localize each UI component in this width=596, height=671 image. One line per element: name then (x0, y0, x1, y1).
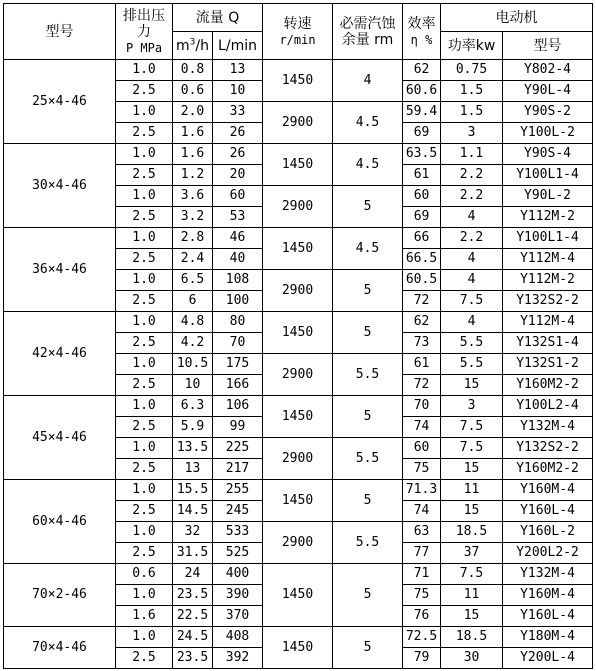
pressure-cell: 1.0 (116, 270, 173, 291)
npsh-cell: 4.5 (333, 102, 403, 144)
efficiency-cell: 60 (403, 438, 441, 459)
pressure-cell: 2.5 (116, 291, 173, 312)
efficiency-cell: 63 (403, 522, 441, 543)
efficiency-cell: 62 (403, 60, 441, 81)
flow-m3h-cell: 2.4 (173, 249, 213, 270)
speed-cell: 1450 (263, 312, 333, 354)
npsh-cell: 4.5 (333, 144, 403, 186)
efficiency-cell: 59.4 (403, 102, 441, 123)
flow-lmin-cell: 392 (213, 648, 263, 669)
flow-m3h-cell: 3.2 (173, 207, 213, 228)
speed-cell: 1450 (263, 564, 333, 627)
flow-m3h-cell: 0.6 (173, 81, 213, 102)
motor-power-cell: 1.1 (441, 144, 503, 165)
motor-model-cell: Y132S1-2 (503, 354, 593, 375)
speed-cell: 2900 (263, 438, 333, 480)
pressure-cell: 2.5 (116, 501, 173, 522)
flow-m3h-cell: 6.5 (173, 270, 213, 291)
flow-lmin-cell: 370 (213, 606, 263, 627)
flow-m3h-cell: 1.6 (173, 123, 213, 144)
motor-model-cell: Y100L2-4 (503, 396, 593, 417)
pump-spec-table (3, 3, 593, 669)
flow-m3h-cell: 13.5 (173, 438, 213, 459)
motor-model-cell: Y160M-4 (503, 585, 593, 606)
pressure-cell: 1.6 (116, 606, 173, 627)
motor-power-cell: 18.5 (441, 627, 503, 648)
flow-lmin-cell: 53 (213, 207, 263, 228)
header-outlet-pressure-line1: 排出压 (123, 7, 165, 24)
motor-model-cell: Y90L-4 (503, 81, 593, 102)
motor-model-cell: Y112M-4 (503, 312, 593, 333)
pressure-cell: 2.5 (116, 648, 173, 669)
table-row (4, 312, 593, 333)
pressure-cell: 2.5 (116, 543, 173, 564)
efficiency-cell: 60.6 (403, 81, 441, 102)
pressure-cell: 0.6 (116, 564, 173, 585)
efficiency-cell: 60.5 (403, 270, 441, 291)
pressure-cell: 2.5 (116, 123, 173, 144)
flow-m3h-cell: 14.5 (173, 501, 213, 522)
motor-power-cell: 5.5 (441, 354, 503, 375)
model-cell: 42×4-46 (4, 312, 116, 396)
flow-m3h-cell: 10.5 (173, 354, 213, 375)
flow-lmin-cell: 390 (213, 585, 263, 606)
flow-m3h-cell: 23.5 (173, 648, 213, 669)
table-row (4, 480, 593, 501)
efficiency-cell: 60 (403, 186, 441, 207)
motor-power-cell: 15 (441, 606, 503, 627)
flow-lmin-cell: 175 (213, 354, 263, 375)
flow-m3h-cell: 24.5 (173, 627, 213, 648)
pressure-cell: 1.0 (116, 522, 173, 543)
speed-cell: 2900 (263, 186, 333, 228)
motor-model-cell: Y160M2-2 (503, 459, 593, 480)
motor-power-cell: 7.5 (441, 438, 503, 459)
motor-model-cell: Y160L-4 (503, 501, 593, 522)
motor-model-cell: Y200L-4 (503, 648, 593, 669)
motor-power-cell: 18.5 (441, 522, 503, 543)
table-row (4, 396, 593, 417)
pressure-cell: 1.0 (116, 228, 173, 249)
motor-power-cell: 0.75 (441, 60, 503, 81)
table-row (4, 144, 593, 165)
flow-lmin-cell: 60 (213, 186, 263, 207)
model-cell: 30×4-46 (4, 144, 116, 228)
npsh-cell: 5 (333, 312, 403, 354)
speed-cell: 2900 (263, 270, 333, 312)
header-npsh-line1: 必需汽蚀 (339, 15, 396, 32)
table-header (4, 4, 593, 60)
motor-power-cell: 4 (441, 312, 503, 333)
header-flow-lmin: L/min (213, 32, 263, 60)
header-efficiency-label: 效率 (407, 15, 436, 32)
flow-lmin-cell: 99 (213, 417, 263, 438)
header-outlet-pressure (116, 4, 173, 60)
flow-m3h-cell: 15.5 (173, 480, 213, 501)
efficiency-cell: 72.5 (403, 627, 441, 648)
flow-lmin-cell: 100 (213, 291, 263, 312)
efficiency-cell: 77 (403, 543, 441, 564)
flow-lmin-cell: 166 (213, 375, 263, 396)
efficiency-cell: 61 (403, 354, 441, 375)
efficiency-cell: 75 (403, 459, 441, 480)
motor-model-cell: Y100L-2 (503, 123, 593, 144)
motor-model-cell: Y132S1-4 (503, 333, 593, 354)
speed-cell: 2900 (263, 354, 333, 396)
efficiency-cell: 63.5 (403, 144, 441, 165)
efficiency-cell: 61 (403, 165, 441, 186)
flow-m3h-cell: 10 (173, 375, 213, 396)
speed-cell: 1450 (263, 627, 333, 669)
pressure-cell: 2.5 (116, 165, 173, 186)
npsh-cell: 5.5 (333, 522, 403, 564)
efficiency-cell: 74 (403, 417, 441, 438)
flow-lmin-cell: 40 (213, 249, 263, 270)
flow-m3h-cell: 24 (173, 564, 213, 585)
flow-m3h-cell: 3.6 (173, 186, 213, 207)
pressure-cell: 1.0 (116, 627, 173, 648)
npsh-cell: 5 (333, 186, 403, 228)
speed-cell: 2900 (263, 102, 333, 144)
flow-lmin-cell: 26 (213, 144, 263, 165)
efficiency-cell: 66 (403, 228, 441, 249)
pressure-cell: 1.0 (116, 480, 173, 501)
flow-lmin-cell: 245 (213, 501, 263, 522)
npsh-cell: 5.5 (333, 354, 403, 396)
motor-model-cell: Y160L-4 (503, 606, 593, 627)
flow-m3h-cell: 22.5 (173, 606, 213, 627)
motor-model-cell: Y160M2-2 (503, 375, 593, 396)
motor-power-cell: 15 (441, 501, 503, 522)
header-motor-model: 型号 (503, 32, 593, 60)
motor-model-cell: Y112M-2 (503, 207, 593, 228)
flow-m3h-cell: 23.5 (173, 585, 213, 606)
efficiency-cell: 72 (403, 291, 441, 312)
model-cell: 25×4-46 (4, 60, 116, 144)
flow-lmin-cell: 13 (213, 60, 263, 81)
motor-model-cell: Y180M-4 (503, 627, 593, 648)
header-model: 型号 (4, 4, 116, 60)
motor-power-cell: 4 (441, 249, 503, 270)
motor-model-cell: Y132S2-2 (503, 291, 593, 312)
flow-m3h-cell: 6.3 (173, 396, 213, 417)
pressure-cell: 2.5 (116, 417, 173, 438)
header-efficiency-unit: η % (410, 32, 433, 47)
motor-model-cell: Y160M-4 (503, 480, 593, 501)
header-speed (263, 4, 333, 60)
motor-power-cell: 2.2 (441, 228, 503, 249)
flow-m3h-cell: 0.8 (173, 60, 213, 81)
speed-cell: 1450 (263, 60, 333, 102)
motor-model-cell: Y112M-4 (503, 249, 593, 270)
flow-lmin-cell: 108 (213, 270, 263, 291)
motor-power-cell: 1.5 (441, 102, 503, 123)
flow-m3h-cell: 32 (173, 522, 213, 543)
header-flow: 流量 Q (173, 4, 263, 32)
pressure-cell: 1.0 (116, 585, 173, 606)
table-row (4, 228, 593, 249)
flow-m3h-cell: 5.9 (173, 417, 213, 438)
motor-power-cell: 7.5 (441, 564, 503, 585)
npsh-cell: 5 (333, 564, 403, 627)
flow-m3h-cell: 13 (173, 459, 213, 480)
header-speed-unit: r/min (279, 32, 316, 47)
pressure-cell: 1.0 (116, 438, 173, 459)
motor-model-cell: Y200L2-2 (503, 543, 593, 564)
efficiency-cell: 69 (403, 207, 441, 228)
header-npsh-line2: 余量 rm (341, 31, 394, 48)
model-cell: 45×4-46 (4, 396, 116, 480)
header-npsh (333, 4, 403, 60)
model-cell: 60×4-46 (4, 480, 116, 564)
speed-cell: 1450 (263, 228, 333, 270)
efficiency-cell: 71 (403, 564, 441, 585)
flow-lmin-cell: 20 (213, 165, 263, 186)
speed-cell: 1450 (263, 144, 333, 186)
motor-power-cell: 3 (441, 123, 503, 144)
flow-m3h-cell: 4.8 (173, 312, 213, 333)
npsh-cell: 5 (333, 627, 403, 669)
flow-lmin-cell: 80 (213, 312, 263, 333)
motor-power-cell: 37 (441, 543, 503, 564)
motor-power-cell: 7.5 (441, 417, 503, 438)
pressure-cell: 1.0 (116, 396, 173, 417)
npsh-cell: 4 (333, 60, 403, 102)
efficiency-cell: 72 (403, 375, 441, 396)
model-cell: 70×4-46 (4, 627, 116, 669)
motor-model-cell: Y802-4 (503, 60, 593, 81)
header-motor: 电动机 (441, 4, 593, 32)
motor-power-cell: 15 (441, 375, 503, 396)
motor-power-cell: 4 (441, 207, 503, 228)
flow-m3h-cell: 4.2 (173, 333, 213, 354)
pressure-cell: 2.5 (116, 207, 173, 228)
table-row (4, 627, 593, 648)
flow-m3h-cell: 2.8 (173, 228, 213, 249)
motor-model-cell: Y132M-4 (503, 564, 593, 585)
flow-m3h-cell: 6 (173, 291, 213, 312)
efficiency-cell: 66.5 (403, 249, 441, 270)
flow-lmin-cell: 533 (213, 522, 263, 543)
motor-power-cell: 2.2 (441, 165, 503, 186)
header-outlet-pressure-line2: 力 (137, 23, 151, 40)
pressure-cell: 2.5 (116, 375, 173, 396)
motor-model-cell: Y90S-2 (503, 102, 593, 123)
flow-m3h-cell: 1.6 (173, 144, 213, 165)
motor-power-cell: 3 (441, 396, 503, 417)
efficiency-cell: 76 (403, 606, 441, 627)
npsh-cell: 5 (333, 480, 403, 522)
table-row (4, 564, 593, 585)
pressure-cell: 2.5 (116, 333, 173, 354)
speed-cell: 2900 (263, 522, 333, 564)
table-body (4, 60, 593, 669)
npsh-cell: 5.5 (333, 438, 403, 480)
pressure-cell: 1.0 (116, 354, 173, 375)
flow-m3h-cell: 1.2 (173, 165, 213, 186)
motor-model-cell: Y112M-2 (503, 270, 593, 291)
pressure-cell: 2.5 (116, 81, 173, 102)
flow-lmin-cell: 46 (213, 228, 263, 249)
flow-lmin-cell: 26 (213, 123, 263, 144)
motor-power-cell: 11 (441, 480, 503, 501)
header-outlet-pressure-unit: P MPa (125, 40, 163, 55)
pressure-cell: 1.0 (116, 312, 173, 333)
flow-lmin-cell: 255 (213, 480, 263, 501)
motor-model-cell: Y90S-4 (503, 144, 593, 165)
pressure-cell: 1.0 (116, 102, 173, 123)
efficiency-cell: 74 (403, 501, 441, 522)
pressure-cell: 1.0 (116, 60, 173, 81)
motor-model-cell: Y132M-4 (503, 417, 593, 438)
header-flow-m3h: $m^3/h$ (173, 32, 213, 60)
motor-power-cell: 30 (441, 648, 503, 669)
motor-power-cell: 11 (441, 585, 503, 606)
flow-m3h-cell: 2.0 (173, 102, 213, 123)
motor-model-cell: Y132S2-2 (503, 438, 593, 459)
flow-lmin-cell: 400 (213, 564, 263, 585)
motor-power-cell: 4 (441, 270, 503, 291)
flow-lmin-cell: 70 (213, 333, 263, 354)
efficiency-cell: 70 (403, 396, 441, 417)
speed-cell: 1450 (263, 396, 333, 438)
table-row (4, 60, 593, 81)
motor-power-cell: 15 (441, 459, 503, 480)
flow-lmin-cell: 217 (213, 459, 263, 480)
motor-model-cell: Y160L-2 (503, 522, 593, 543)
efficiency-cell: 79 (403, 648, 441, 669)
pressure-cell: 1.0 (116, 144, 173, 165)
flow-lmin-cell: 408 (213, 627, 263, 648)
npsh-cell: 5 (333, 270, 403, 312)
efficiency-cell: 62 (403, 312, 441, 333)
efficiency-cell: 73 (403, 333, 441, 354)
pressure-cell: 2.5 (116, 249, 173, 270)
flow-lmin-cell: 225 (213, 438, 263, 459)
npsh-cell: 4.5 (333, 228, 403, 270)
motor-power-cell: 2.2 (441, 186, 503, 207)
efficiency-cell: 69 (403, 123, 441, 144)
header-speed-label: 转速 (283, 15, 312, 32)
flow-lmin-cell: 10 (213, 81, 263, 102)
flow-lmin-cell: 525 (213, 543, 263, 564)
motor-model-cell: Y100L1-4 (503, 165, 593, 186)
motor-model-cell: Y90L-2 (503, 186, 593, 207)
flow-m3h-cell: 31.5 (173, 543, 213, 564)
pressure-cell: 2.5 (116, 459, 173, 480)
flow-lmin-cell: 106 (213, 396, 263, 417)
flow-lmin-cell: 33 (213, 102, 263, 123)
motor-power-cell: 1.5 (441, 81, 503, 102)
speed-cell: 1450 (263, 480, 333, 522)
npsh-cell: 5 (333, 396, 403, 438)
efficiency-cell: 75 (403, 585, 441, 606)
motor-power-cell: 5.5 (441, 333, 503, 354)
pressure-cell: 1.0 (116, 186, 173, 207)
model-cell: 70×2-46 (4, 564, 116, 627)
efficiency-cell: 71.3 (403, 480, 441, 501)
header-efficiency (403, 4, 441, 60)
model-cell: 36×4-46 (4, 228, 116, 312)
header-motor-power: 功率kw (441, 32, 503, 60)
motor-power-cell: 7.5 (441, 291, 503, 312)
motor-model-cell: Y100L1-4 (503, 228, 593, 249)
